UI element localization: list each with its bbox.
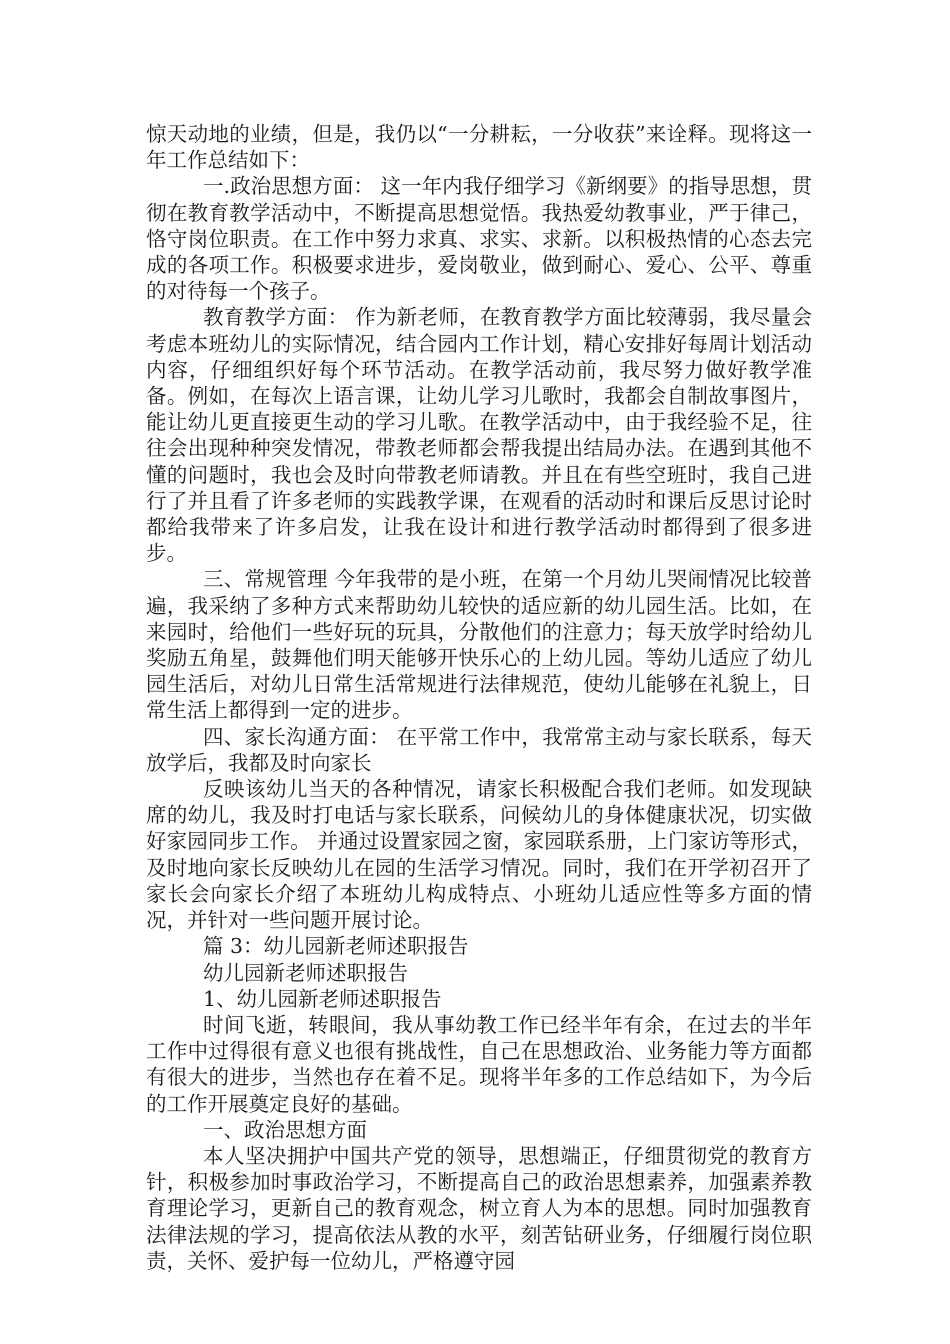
paragraph-intro: 时间飞逝，转眼间，我从事幼教工作已经半年有余，在过去的半年工作中过得很有意义也很有挑战性，自己在思想政治、业务能力等方面都有很大的进步，当然也存在着不足。现将半年多的工作总结如下，为今后的工作开展奠定良好的基础。	[146, 1012, 812, 1116]
heading-political-thought: 一、政治思想方面	[203, 1117, 367, 1142]
paragraph-routine-management: 三、常规管理 今年我带的是小班，在第一个月幼儿哭闹情况比较普遍，我采纳了多种方式来帮助幼儿较快的适应新的幼儿园生活。比如，在来园时，给他们一些好玩的玩具，分散他们的注意力；每天放学时给幼儿奖励五角星，鼓舞他们明天能够开快乐心的上幼儿园。等幼儿适应了幼儿园生活后，对幼儿日常生活常规进行法律规范，使幼儿能够在礼貌上，日常生活上都得到一定的进步。	[146, 567, 812, 723]
paragraph-continuation: 惊天动地的业绩，但是，我仍以“一分耕耘，一分收获”来诠释。现将这一年工作总结如下：	[146, 122, 812, 173]
paragraph-parent-feedback: 反映该幼儿当天的各种情况，请家长积极配合我们老师。如发现缺席的幼儿，我及时打电话与家长联系，问候幼儿的身体健康状况，切实做好家园同步工作。 并通过设置家园之窗，家园联系册，上门家访等形式，及时地向家长反映幼儿在园的生活学习情况。同时，我们在开学初召开了家长会向家长介绍了本班幼儿构成特点、小班幼儿适应性等多方面的情况，并针对一些问题开展讨论。	[146, 777, 812, 933]
report-title: 幼儿园新老师述职报告	[203, 960, 408, 985]
document-body	[146, 121, 812, 1274]
paragraph-political-detail: 本人坚决拥护中国共产党的领导，思想端正，仔细贯彻党的教育方针，积极参加时事政治学习，不断提高自己的政治思想素养，加强素养教育理论学习，更新自己的教育观念，树立育人为本的思想。同时加强教育法律法规的学习，提高依法从教的水平，刻苦钻研业务，仔细履行岗位职责，关怀、爱护每一位幼儿，严格遵守园	[146, 1143, 812, 1273]
paragraph-parent-communication: 四、家长沟通方面： 在平常工作中，我常常主动与家长联系，每天放学后，我都及时向家长	[146, 724, 812, 775]
paragraph-teaching: 教育教学方面： 作为新老师，在教育教学方面比较薄弱，我尽量会考虑本班幼儿的实际情况，结合园内工作计划，精心安排好每周计划活动内容，仔细组织好每个环节活动。在教学活动前，我尽努力做好教学准备。例如，在每次上语言课，让幼儿学习儿歌时，我都会自制故事图片，能让幼儿更直接更生动的学习儿歌。在教学活动中，由于我经验不足，往往会出现种种突发情况，带教老师都会帮我提出结局办法。在遇到其他不懂的问题时，我也会及时向带教老师请教。并且在有些空班时，我自己进行了并且看了许多老师的实践教学课，在观看的活动时和课后反思讨论时都给我带来了许多启发，让我在设计和进行教学活动时都得到了很多进步。	[146, 305, 812, 566]
section-heading-part3: 篇 3：幼儿园新老师述职报告	[203, 934, 469, 959]
report-subtitle: 1、幼儿园新老师述职报告	[203, 986, 442, 1011]
paragraph-political-thought: 一.政治思想方面： 这一年内我仔细学习《新纲要》的指导思想，贯彻在教育教学活动中，不断提高思想觉悟。我热爱幼教事业，严于律己，恪守岗位职责。在工作中努力求真、求实、求新。以积极热情的心态去完成的各项工作。积极要求进步，爱岗敬业，做到耐心、爱心、公平、尊重的对待每一个孩子。	[146, 174, 812, 304]
